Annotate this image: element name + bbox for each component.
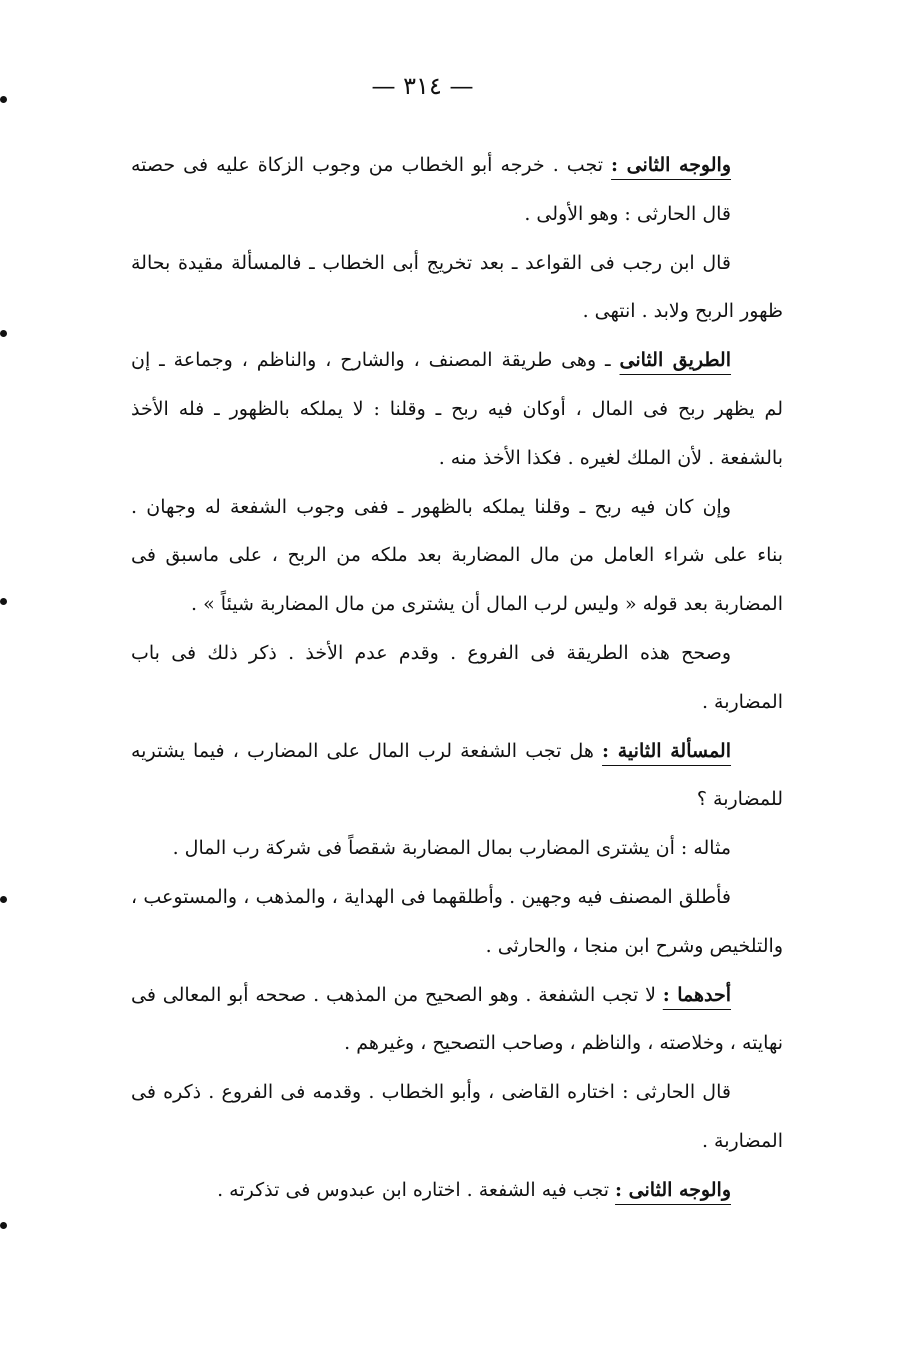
line-text: هل تجب الشفعة لرب المال على المضارب ، فيما يشتريه [131, 739, 603, 762]
text-line [131, 434, 783, 483]
line-text: ظهور الربح ولابد . انتهى . [582, 300, 783, 323]
text-line [131, 873, 783, 922]
margin-mark [0, 330, 7, 337]
body-text [131, 141, 783, 1215]
line-text: المضاربة . [701, 690, 783, 713]
line-text: بناء على شراء العامل من مال المضاربة بعد ملكه من الربح ، على ماسبق فى [131, 544, 783, 567]
text-line [131, 483, 783, 532]
text-line [131, 239, 783, 288]
text-line [131, 336, 783, 385]
line-text: بالشفعة . لأن الملك لغيره . فكذا الأخذ منه . [438, 446, 783, 469]
line-lead: المسألة الثانية : [602, 739, 732, 762]
line-text: تجب . خرجه أبو الخطاب من وجوب الزكاة عليه فى حصته [131, 154, 612, 176]
line-text: لا تجب الشفعة . وهو الصحيح من المذهب . صححه أبو المعالى فى [131, 983, 663, 1006]
line-lead: والوجه الثانى : [611, 154, 731, 176]
text-line [131, 1166, 783, 1215]
line-lead: الطريق الثانى [619, 349, 732, 372]
text-line [131, 190, 783, 239]
line-text: فأطلق المصنف فيه وجهين . وأطلقهما فى الهداية ، والمذهب ، والمستوعب ، [131, 885, 731, 908]
text-line [131, 531, 783, 580]
line-text: نهايته ، وخلاصته ، والناظم ، وصاحب التصحيح ، وغيرهم . [344, 1032, 783, 1055]
text-line [131, 727, 783, 776]
line-text: ـ وهى طريقة المصنف ، والشارح ، والناظم ، وجماعة ـ إن [131, 349, 620, 372]
line-text: للمضاربة ؟ [696, 788, 783, 811]
text-line [131, 287, 783, 336]
text-line [131, 824, 783, 873]
text-line [131, 385, 783, 434]
margin-mark [0, 896, 7, 903]
text-line [131, 1019, 783, 1068]
line-text: المضاربة . [701, 1129, 783, 1152]
text-line [131, 922, 783, 971]
text-line [131, 629, 783, 678]
line-text: وإن كان فيه ربح ـ وقلنا يملكه بالظهور ـ ففى وجوب الشفعة له وجهان . [131, 495, 731, 518]
line-lead: والوجه الثانى : [615, 1178, 731, 1201]
text-line [131, 678, 783, 727]
page-number: — ٣١٤ — [371, 72, 474, 100]
line-text: قال ابن رجب فى القواعد ـ بعد تخريج أبى الخطاب ـ فالمسألة مقيدة بحالة [131, 251, 731, 274]
line-text: لم يظهر ربح فى المال ، أوكان فيه ربح ـ وقلنا : لا يملكه بالظهور ـ فله الأخذ [131, 397, 783, 420]
text-line [131, 580, 783, 629]
margin-mark [0, 598, 7, 605]
line-text: قال الحارثى : اختاره القاضى ، وأبو الخطاب . وقدمه فى الفروع . ذكره فى [131, 1081, 731, 1104]
line-text: مثاله : أن يشترى المضارب بمال المضاربة شقصاً فى شركة رب المال . [172, 837, 731, 860]
text-line [131, 1068, 783, 1117]
margin-mark [0, 1222, 7, 1229]
line-text: المضاربة بعد قوله « وليس لرب المال أن يشترى من مال المضاربة شيئاً » . [191, 593, 783, 616]
line-text: تجب فيه الشفعة . اختاره ابن عبدوس فى تذكرته . [217, 1178, 616, 1201]
text-line [131, 971, 783, 1020]
line-lead: أحدهما : [662, 983, 731, 1006]
line-text: قال الحارثى : وهو الأولى . [524, 202, 731, 225]
text-line [131, 1117, 783, 1166]
text-line [131, 775, 783, 824]
line-text: وصحح هذه الطريقة فى الفروع . وقدم عدم الأخذ . ذكر ذلك فى باب [131, 641, 731, 664]
text-line [131, 141, 783, 190]
line-text: والتلخيص وشرح ابن منجا ، والحارثى . [485, 934, 783, 957]
